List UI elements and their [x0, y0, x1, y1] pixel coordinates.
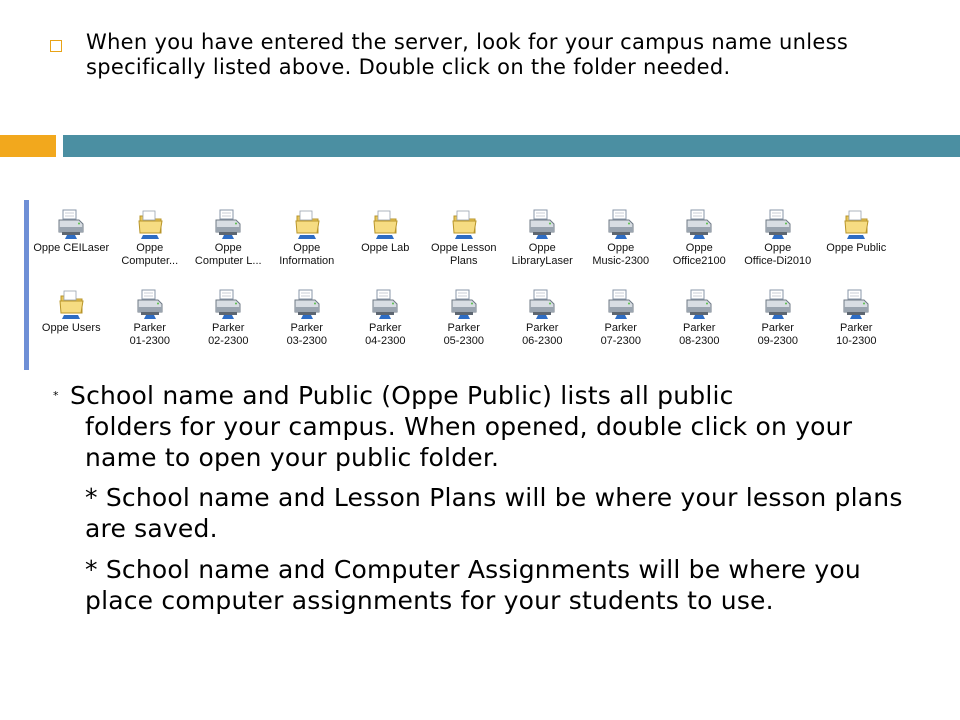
divider-band [63, 135, 960, 157]
explorer-item[interactable] [582, 208, 661, 288]
explorer-item-label: Oppe Users [41, 322, 101, 334]
explorer-item[interactable] [189, 208, 268, 288]
printer-icon [369, 288, 401, 320]
bullet-marker [50, 40, 62, 52]
explorer-item[interactable] [346, 288, 425, 368]
paragraph-public-rest: folders for your campus. When opened, double click on your name to open your public folder. [85, 412, 853, 472]
paragraph-public-line1: School name and Public (Oppe Public) lists all public [70, 381, 734, 410]
explorer-item-label: Parker 02-2300 [208, 322, 249, 347]
printer-icon [55, 208, 87, 240]
explorer-item-label: Oppe LibraryLaser [511, 242, 573, 267]
explorer-item-label: Parker 10-2300 [836, 322, 877, 347]
explorer-item[interactable] [268, 288, 347, 368]
bullet-star: * [53, 389, 59, 402]
printer-icon [762, 288, 794, 320]
printer-icon [683, 208, 715, 240]
printer-icon [840, 288, 872, 320]
explorer-item-label: Oppe Lab [361, 242, 410, 254]
explorer-item-label: Parker 03-2300 [286, 322, 327, 347]
explorer-panel [24, 200, 910, 370]
explorer-item-label: Oppe Music-2300 [592, 242, 650, 267]
explorer-item[interactable] [111, 288, 190, 368]
explorer-item-label: Parker 07-2300 [600, 322, 641, 347]
explorer-item[interactable] [660, 208, 739, 288]
explorer-item-label: Oppe Office-Di2010 [744, 242, 812, 267]
explorer-item-label: Parker 06-2300 [522, 322, 563, 347]
explorer-item-label: Oppe Office2100 [672, 242, 726, 267]
explorer-item-label: Oppe Information [279, 242, 335, 267]
paragraph-lesson-plans: * School name and Lesson Plans will be where your lesson plans are saved. [85, 483, 903, 543]
explorer-item[interactable] [32, 208, 111, 288]
explorer-item[interactable] [32, 288, 111, 368]
explorer-item[interactable] [582, 288, 661, 368]
printer-icon [526, 288, 558, 320]
explorer-item[interactable] [503, 208, 582, 288]
printer-icon [212, 208, 244, 240]
explorer-item[interactable] [817, 208, 896, 288]
explorer-item-label: Parker 08-2300 [679, 322, 720, 347]
shared-folder-icon [55, 288, 87, 320]
shared-folder-icon [840, 208, 872, 240]
printer-icon [526, 208, 558, 240]
printer-icon [605, 208, 637, 240]
explorer-item[interactable] [739, 288, 818, 368]
printer-icon [448, 288, 480, 320]
shared-folder-icon [291, 208, 323, 240]
explorer-item-label: Oppe Lesson Plans [431, 242, 497, 267]
shared-folder-icon [448, 208, 480, 240]
intro-text: When you have entered the server, look for your campus name unless specifically listed above. Double click on the folder needed. [86, 30, 849, 79]
explorer-grid [32, 208, 910, 368]
explorer-item[interactable] [660, 288, 739, 368]
explorer-item[interactable] [268, 208, 347, 288]
explorer-item-label: Parker 04-2300 [365, 322, 406, 347]
paragraph-public [70, 380, 890, 473]
explorer-item[interactable] [739, 208, 818, 288]
shared-folder-icon [369, 208, 401, 240]
printer-icon [605, 288, 637, 320]
printer-icon [212, 288, 244, 320]
explorer-item-label: Parker 09-2300 [757, 322, 798, 347]
explorer-item[interactable] [425, 288, 504, 368]
explorer-item-label: Oppe Computer L... [194, 242, 262, 267]
explorer-item[interactable] [503, 288, 582, 368]
printer-icon [762, 208, 794, 240]
explorer-item-label: Parker 05-2300 [443, 322, 484, 347]
paragraph-computer-assignments: * School name and Computer Assignments will be where you place computer assignments for your students to use. [85, 555, 861, 615]
explorer-item[interactable] [111, 208, 190, 288]
explorer-item-label: Parker 01-2300 [129, 322, 170, 347]
explorer-item-label: Oppe Public [826, 242, 887, 254]
shared-folder-icon [134, 208, 166, 240]
printer-icon [683, 288, 715, 320]
explorer-item[interactable] [346, 208, 425, 288]
printer-icon [291, 288, 323, 320]
selection-edge [24, 200, 29, 370]
explorer-item[interactable] [817, 288, 896, 368]
explorer-item-label: Oppe Computer... [121, 242, 179, 267]
printer-icon [134, 288, 166, 320]
explorer-item[interactable] [189, 288, 268, 368]
accent-bar [0, 135, 56, 157]
explorer-item[interactable] [425, 208, 504, 288]
explorer-item-label: Oppe CEILaser [33, 242, 110, 254]
